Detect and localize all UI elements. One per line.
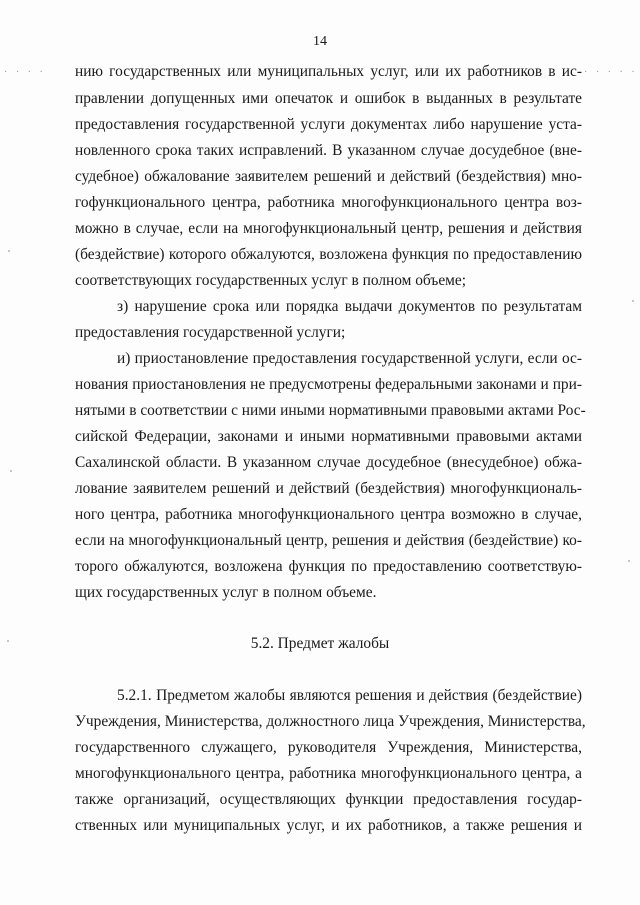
scan-dot <box>8 250 10 252</box>
text-line: гофункционального центра, работника многофункционального центра воз- <box>75 194 582 211</box>
text-line: многофункционального центра, работника многофункционального центра, а <box>75 765 582 782</box>
text-line: государственного служащего, руководителя Учреждения, Министерства, <box>75 739 582 756</box>
page-number: 14 <box>313 34 327 49</box>
text-line: з) нарушение срока или порядка выдачи документов по результатам <box>117 298 582 315</box>
text-line: предоставления государственной услуги документах либо нарушение уста- <box>75 116 582 133</box>
text-line: нования приостановления не предусмотрены федеральными законами и при- <box>75 376 582 393</box>
text-line: нию государственных или муниципальных услуг, или их работников в ис- <box>75 63 582 80</box>
scan-speck-right: · · · · · <box>584 67 638 78</box>
text-line: предоставления государственной услуги; <box>75 324 346 341</box>
text-line: также организаций, осуществляющих функции предоставления государ- <box>75 791 582 808</box>
text-line: (бездействие) которого обжалуются, возложена функция по предоставлению <box>75 246 582 263</box>
text-line: сийской Федерации, законами и иными нормативными правовыми актами <box>75 428 582 445</box>
text-line: соответствующих государственных услуг в полном объеме; <box>75 272 467 289</box>
text-line: нятыми в соответствии с ними иными нормативными правовыми актами Рос- <box>75 402 586 419</box>
scan-dot <box>628 560 630 562</box>
section-heading: 5.2. Предмет жалобы <box>250 635 390 652</box>
text-line: щих государственных услуг в полном объеме. <box>75 584 377 601</box>
text-line: и) приостановление предоставления государственной услуги, если ос- <box>117 350 582 367</box>
scan-dot <box>632 300 634 302</box>
text-line: Сахалинской области. В указанном случае досудебное (внесудебное) обжа- <box>75 454 582 471</box>
text-line: 5.2.1. Предметом жалобы являются решения и действия (бездействие) <box>117 687 582 704</box>
text-line: судебное) обжалование заявителем решений и действий (бездействия) мно- <box>75 168 582 185</box>
text-line: Учреждения, Министерства, должностного лица Учреждения, Министерства, <box>75 713 586 730</box>
scan-speck-left: · · · · <box>4 67 46 78</box>
text-line: ственных или муниципальных услуг, и их работников, а также решения и <box>75 817 582 834</box>
text-line: торого обжалуются, возложена функция по предоставлению соответствую- <box>75 558 582 575</box>
text-line: лование заявителем решений и действий (бездействия) многофункциональ- <box>75 480 582 497</box>
scan-dot <box>10 470 12 472</box>
text-line: если на многофункциональный центр, решения и действия (бездействие) ко- <box>75 532 582 549</box>
text-line: правлении допущенных ими опечаток и ошибок в выданных в результате <box>75 90 582 107</box>
text-line: ного центра, работника многофункционального центра возможно в случае, <box>75 506 582 523</box>
text-line: можно в случае, если на многофункциональный центр, решения и действия <box>75 220 582 237</box>
text-line: новленного срока таких исправлений. В указанном случае досудебное (вне- <box>75 142 582 159</box>
